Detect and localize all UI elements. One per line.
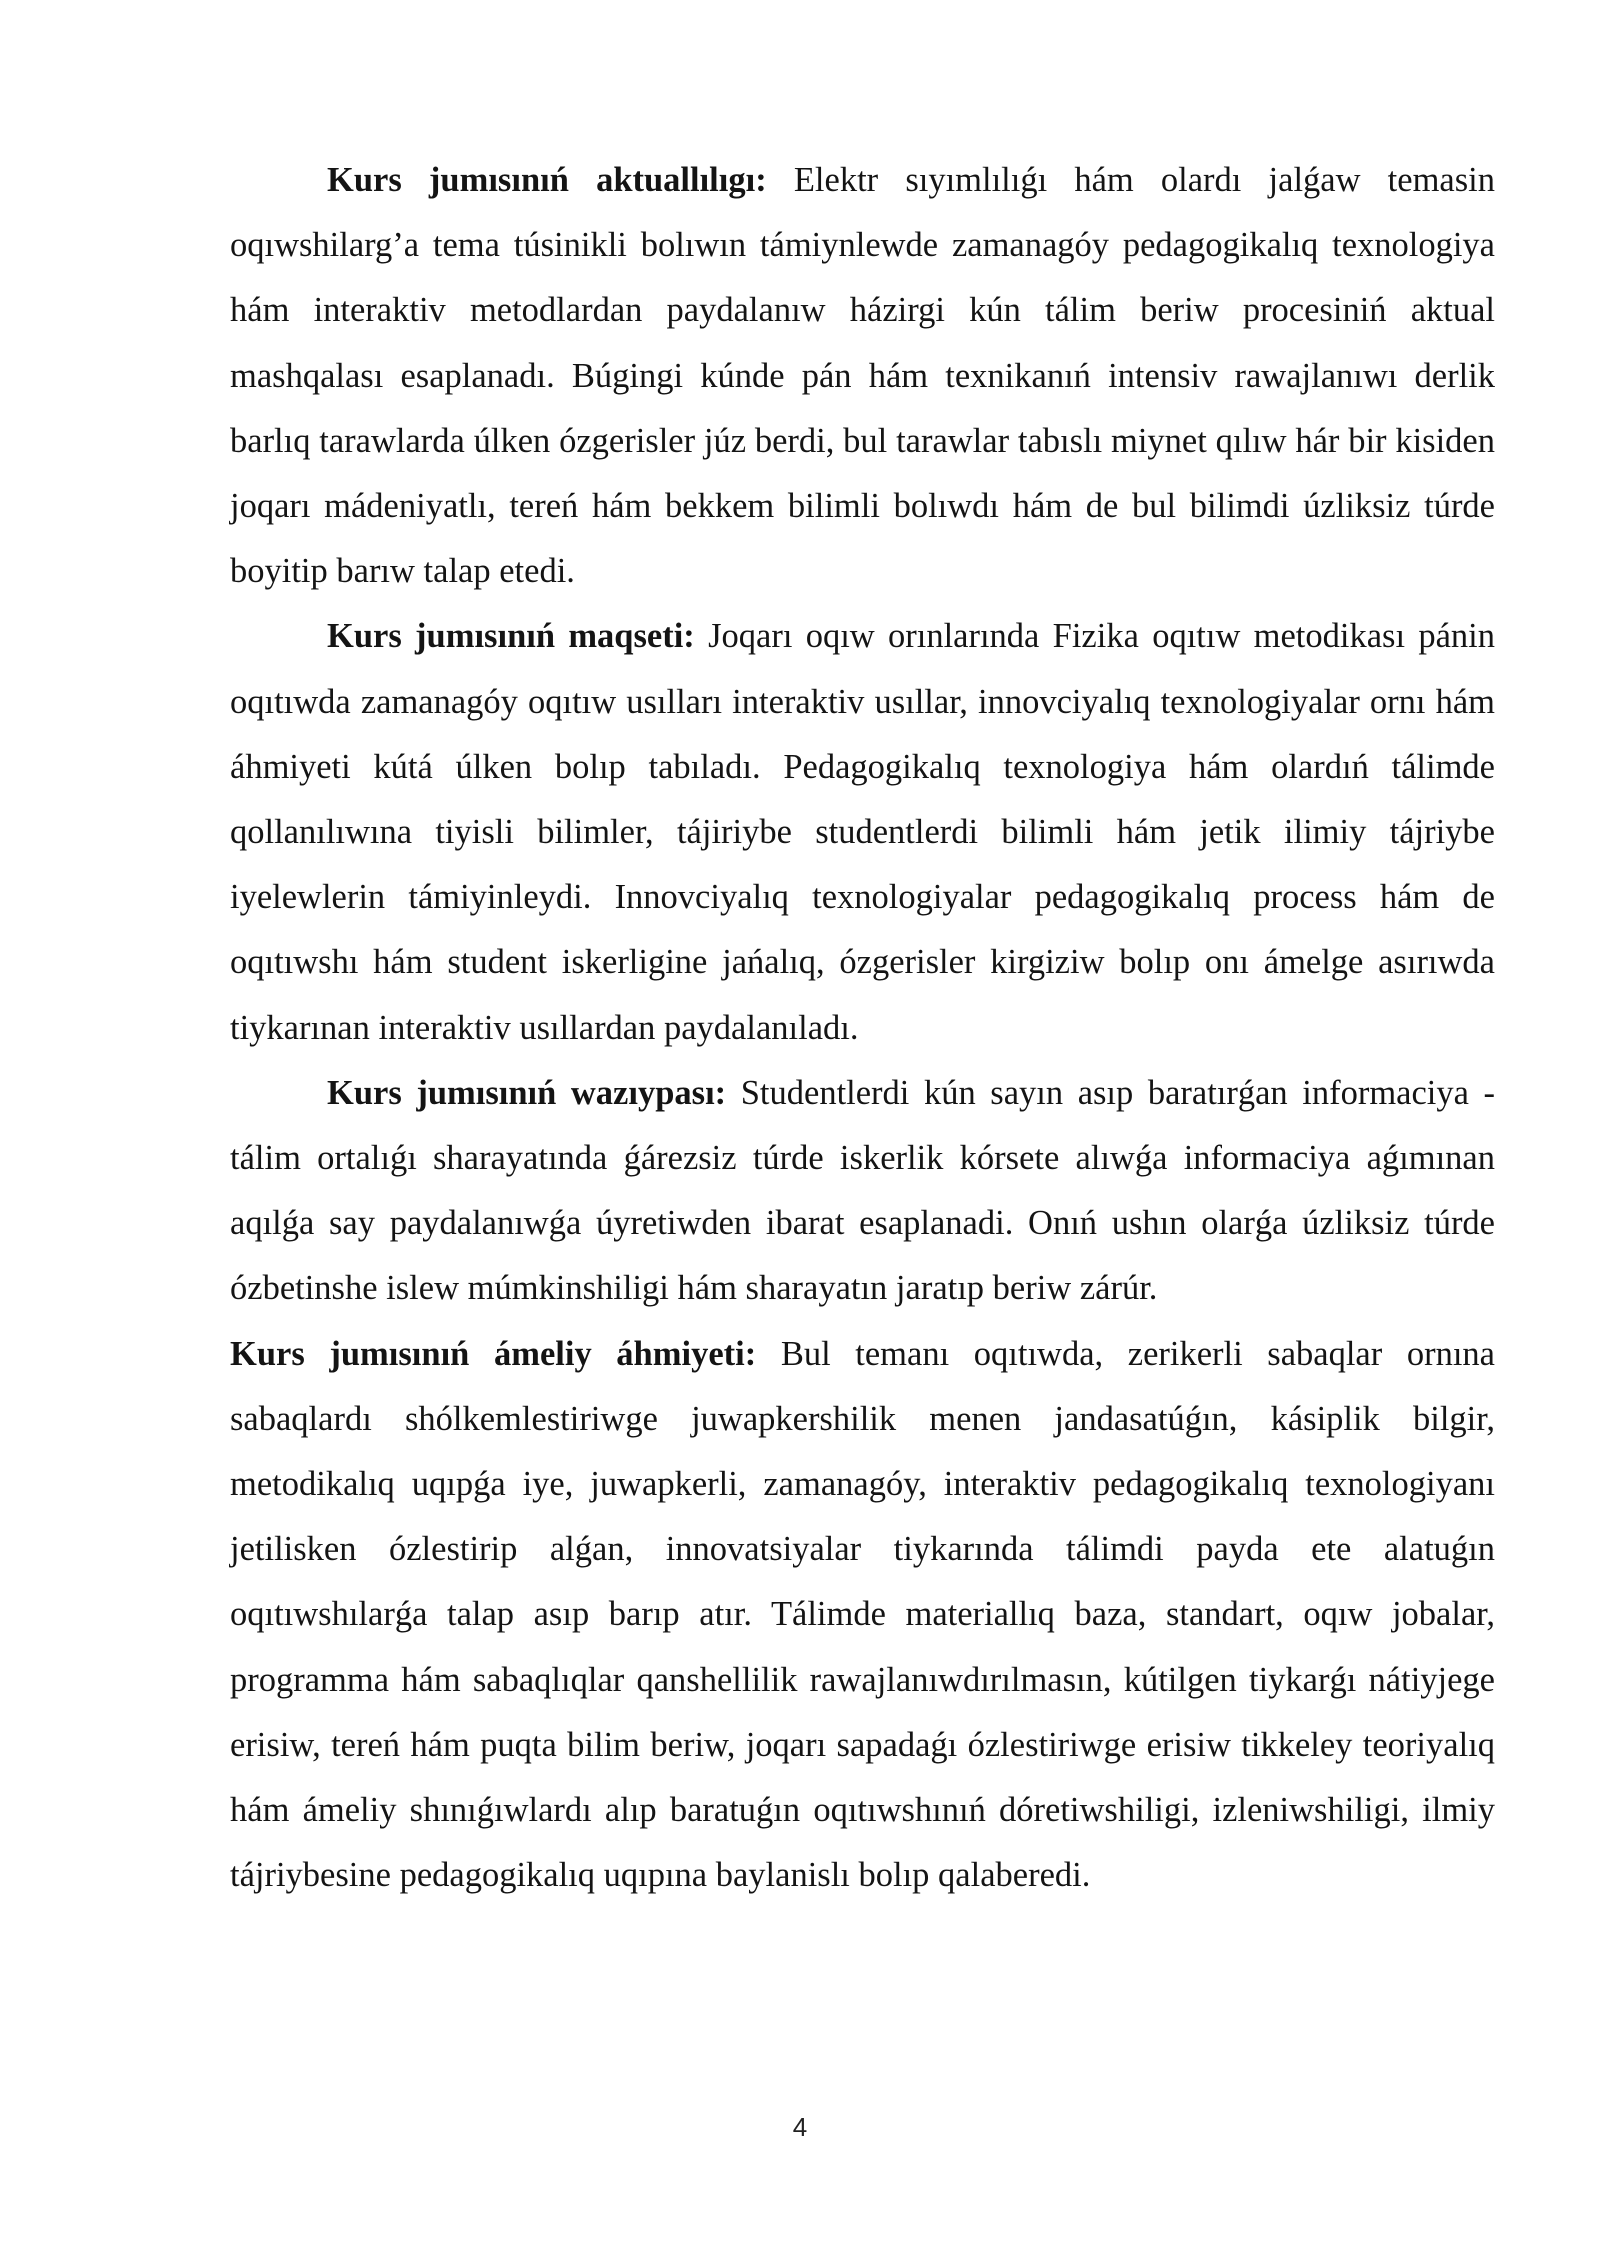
heading-goal: Kurs jumısınıń maqseti: [327, 617, 695, 656]
paragraph-goal [230, 604, 1495, 1060]
paragraph-practical-importance [230, 1322, 1495, 1909]
paragraph-text: Joqarı oqıw orınlarında Fizika oqıtıw metodikası pánin oqıtıwda zamanagóy oqıtıw usılları interaktiv usıllar, innovciyalıq texnologiyalar ornı hám áhmiyeti kútá úlken bolıp tabıladı. Pedagogikalıq texnologiya hám olardıń tálimde qollanılıwına tiyisli bilimler, tájiriybe studentlerdi bilimli hám jetik ilimiy tájriybe iyelewlerin támiyinleydi. Innovciyalıq texnologiyalar pedagogikalıq process hám de oqıtıwshı hám student iskerligine jańalıq, ózgerisler kirgiziw bolıp onı ámelge asırıwda tiykarınan interaktiv usıllardan paydalanıladı. [230, 617, 1495, 1047]
document-body [230, 148, 1495, 1908]
paragraph-text: Studentlerdi kún sayın asıp baratırǵan informaciya -tálim ortalıǵı sharayatında ǵárezsiz túrde iskerlik kórsete alıwǵa informaciya aǵımınan aqılǵa say paydalanıwǵa úyretiwden ibarat esaplanadi. Onıń ushın olarǵa úzliksiz túrde ózbetinshe islew múmkinshiligi hám sharayatın jaratıp beriw zárúr. [230, 1073, 1496, 1308]
paragraph-task [230, 1061, 1495, 1322]
heading-task: Kurs jumısınıń wazıypası: [327, 1073, 727, 1112]
paragraph-text: Elektr sıyımlılıǵı hám olardı jalǵaw temasin oqıwshilarg’a tema túsinikli bolıwın támiynlewde zamanagóy pedagogikalıq texnologiya hám interaktiv metodlardan paydalanıw házirgi kún tálim beriw procesiniń aktual mashqalası esaplanadı. Búgingi kúnde pán hám texnikanıń intensiv rawajlanıwı derlik barlıq tarawlarda úlken ózgerisler júz berdi, bul tarawlar tabıslı miynet qılıw hár bir kisiden joqarı mádeniyatlı, tereń hám bekkem bilimli bolıwdı hám de bul bilimdi úzliksiz túrde boyitip barıw talap etedi. [230, 161, 1495, 591]
paragraph-text: Bul temanı oqıtıwda, zerikerli sabaqlar ornına sabaqlardı shólkemlestiriwge juwapkershilik menen jandasatúǵın, kásiplik bilgir, metodikalıq uqıpǵa iye, juwapkerli, zamanagóy, interaktiv pedagogikalıq texnologiyanı jetilisken ózlestirip alǵan, innovatsiyalar tiykarında tálimdi payda ete alatuǵın oqıtıwshılarǵa talap asıp barıp atır. Tálimde materiallıq baza, standart, oqıw jobalar, programma hám sabaqlıqlar qanshellilik rawajlanıwdırılmasın, kútilgen tiykarǵı nátiyjege erisiw, tereń hám puqta bilim beriw, joqarı sapadaǵı ózlestiriwge erisiw tikkeley teoriyalıq hám ámeliy shınıǵıwlardı alıp baratuǵın oqıtıwshınıń dóretiwshiligi, izleniwshiligi, ilmiy tájriybesine pedagogikalıq uqıpına baylanislı bolıp qalaberedi. [230, 1334, 1495, 1895]
paragraph-actuality [230, 148, 1495, 604]
heading-actuality: Kurs jumısınıń aktuallılıgı: [327, 161, 767, 199]
heading-practical-importance: Kurs jumısınıń ámeliy áhmiyeti: [230, 1334, 757, 1373]
page-number: 4 [792, 2112, 808, 2142]
